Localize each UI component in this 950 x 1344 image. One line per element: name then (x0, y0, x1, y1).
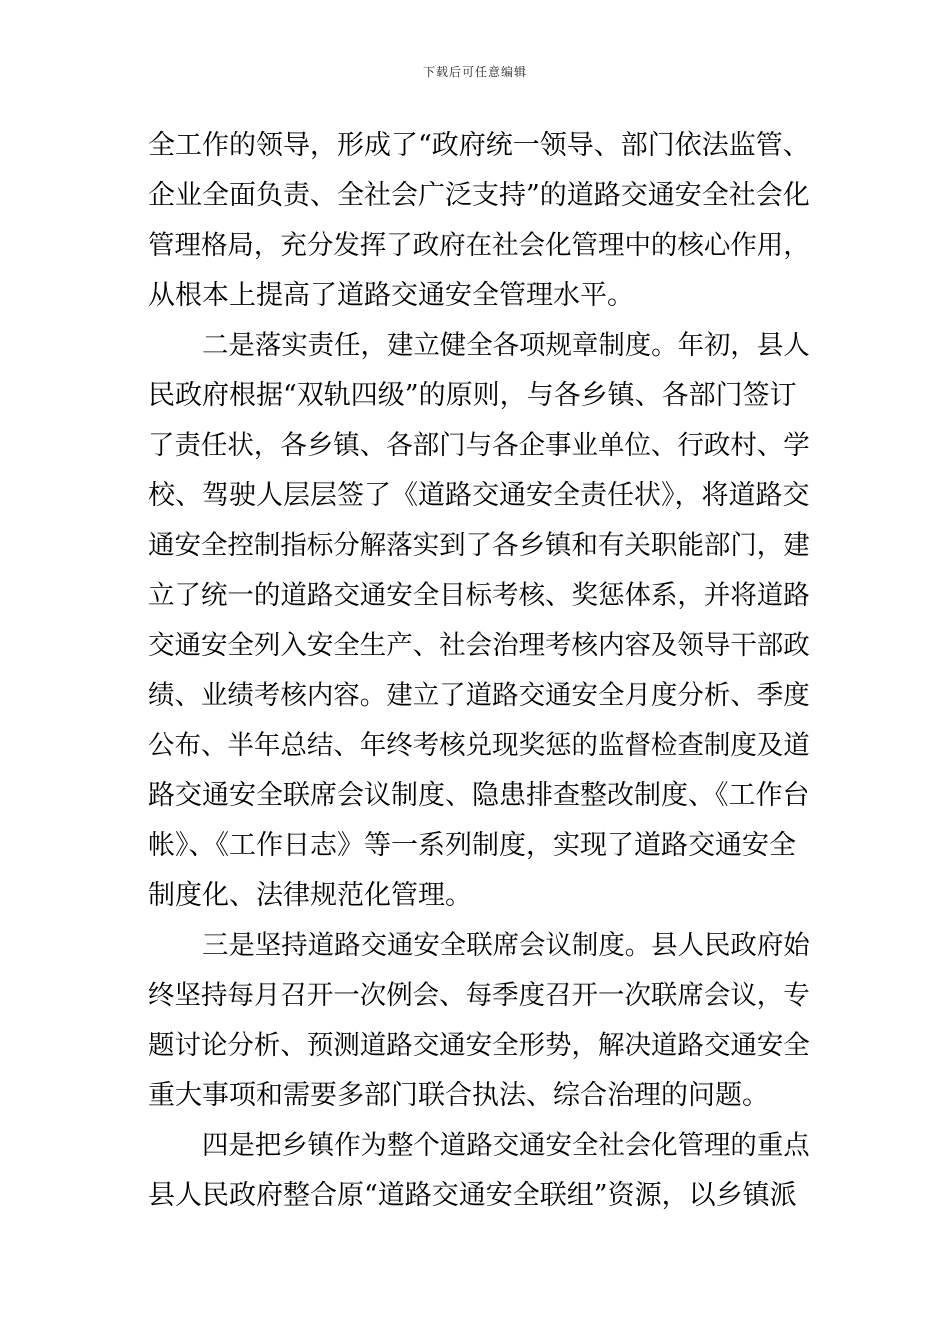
text-line: 县人民政府整合原“道路交通安全联组”资源，以乡镇派 (148, 1180, 797, 1211)
text-line: 民政府根据“双轨四级”的原则，与各乡镇、各部门签订 (148, 380, 797, 411)
document-body (148, 121, 810, 1221)
text-line: 帐》、《工作日志》等一系列制度，实现了道路交通安全 (148, 830, 796, 861)
text-line: 终坚持每月召开一次例会、每季度召开一次联席会议，专 (148, 980, 810, 1011)
text-line: 题讨论分析、预测道路交通安全形势，解决道路交通安全 (148, 1030, 810, 1061)
text-line: 通安全控制指标分解落实到了各乡镇和有关职能部门，建 (148, 530, 810, 561)
text-line: 从根本上提高了道路交通安全管理水平。 (148, 280, 634, 311)
text-line: 四是把乡镇作为整个道路交通安全社会化管理的重点 (202, 1130, 810, 1161)
text-line: 了责任状，各乡镇、各部门与各企事业单位、行政村、学 (148, 430, 810, 461)
text-line: 交通安全列入安全生产、社会治理考核内容及领导干部政 (148, 630, 810, 661)
text-line: 制度化、法律规范化管理。 (148, 880, 472, 911)
text-line: 管理格局，充分发挥了政府在社会化管理中的核心作用， (148, 230, 810, 261)
text-line: 立了统一的道路交通安全目标考核、奖惩体系，并将道路 (148, 580, 810, 611)
text-line: 路交通安全联席会议制度、隐患排查整改制度、《工作台 (148, 780, 810, 811)
text-line: 公布、半年总结、年终考核兑现奖惩的监督检查制度及道 (148, 730, 810, 761)
text-line: 校、驾驶人层层签了《道路交通安全责任状》，将道路交 (148, 480, 810, 511)
page-header: 下载后可任意编辑 (422, 65, 527, 79)
text-line: 企业全面负责、全社会广泛支持”的道路交通安全社会化 (148, 180, 810, 211)
text-line: 重大事项和需要多部门联合执法、综合治理的问题。 (148, 1080, 769, 1111)
text-line: 全工作的领导，形成了“政府统一领导、部门依法监管、 (148, 130, 810, 161)
text-line: 三是坚持道路交通安全联席会议制度。县人民政府始 (202, 930, 810, 961)
text-line: 绩、业绩考核内容。建立了道路交通安全月度分析、季度 (148, 680, 810, 711)
text-line: 二是落实责任，建立健全各项规章制度。年初，县人 (202, 330, 810, 361)
